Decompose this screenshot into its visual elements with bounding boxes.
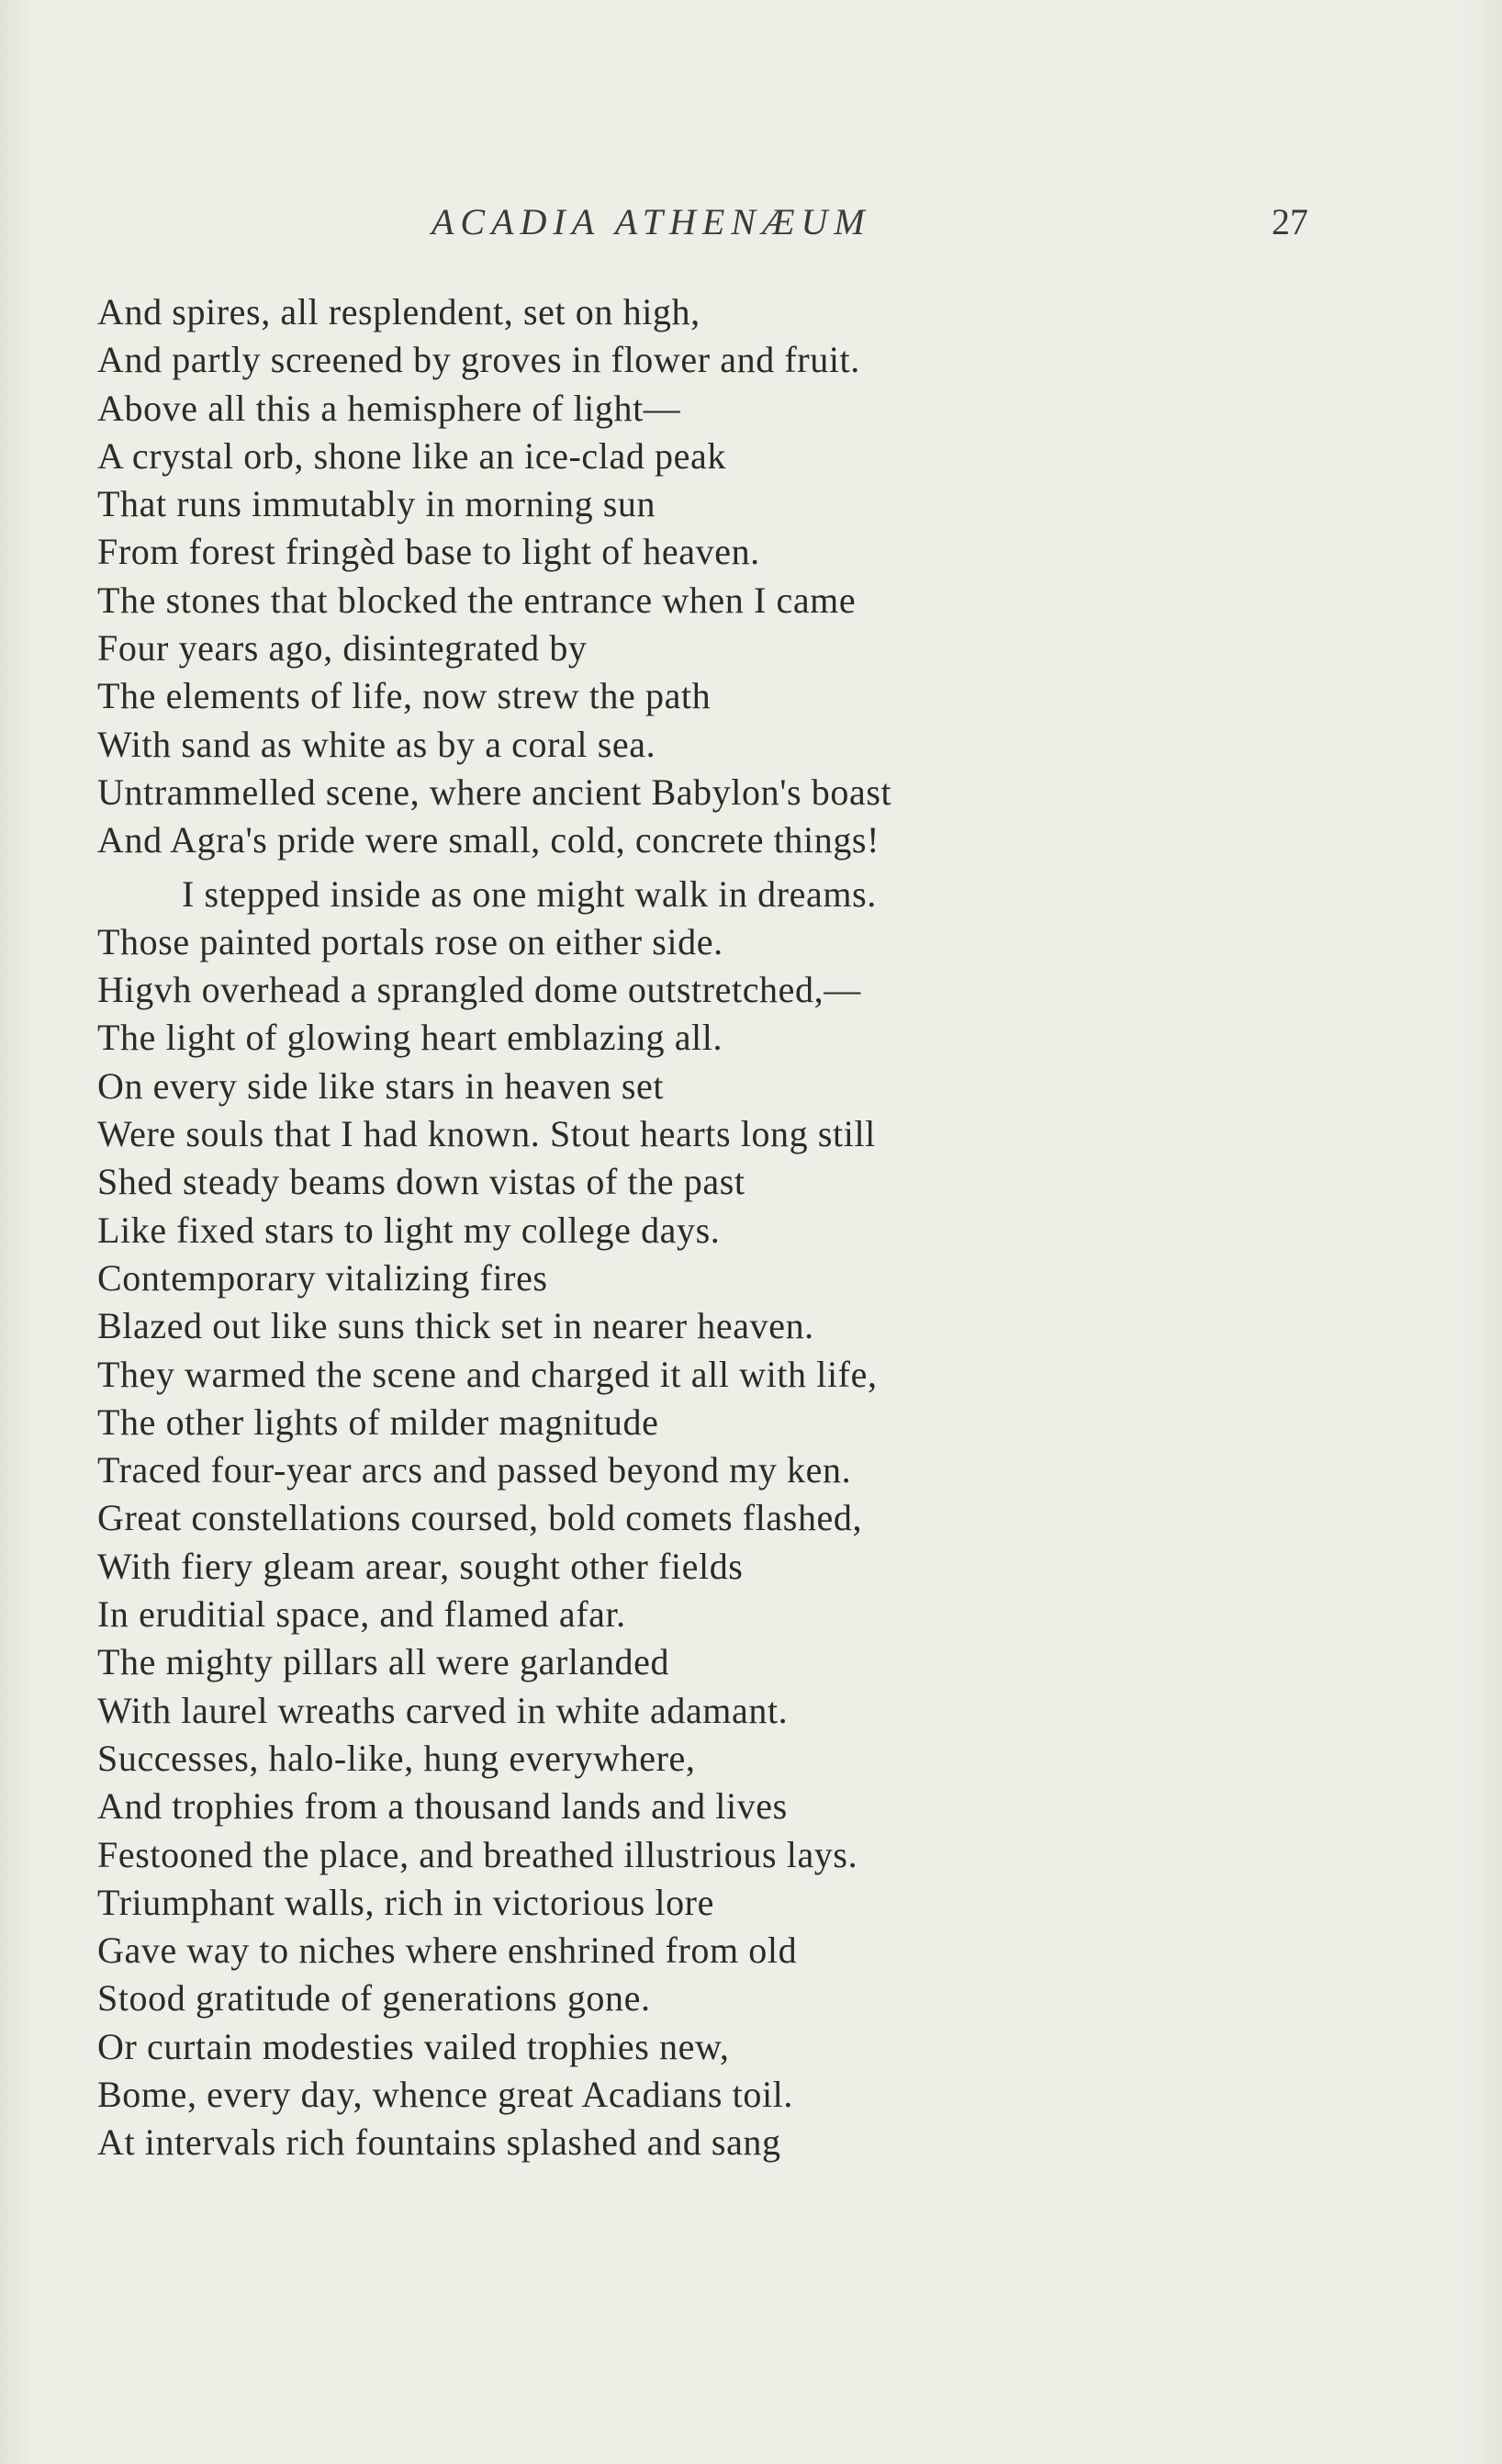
poem-line: Gave way to niches where enshrined from old bbox=[97, 1930, 798, 1972]
poem-line: They warmed the scene and charged it all with life, bbox=[97, 1353, 878, 1395]
poem-line: Great constellations coursed, bold comets flashed, bbox=[97, 1497, 863, 1539]
poem-line: I stepped inside as one might walk in dreams. bbox=[182, 872, 877, 915]
poem-line: And Agra's pride were small, cold, concrete things! bbox=[97, 819, 880, 861]
poem-line: Shed steady beams down vistas of the past bbox=[97, 1161, 745, 1203]
poem-line: And partly screened by groves in flower and fruit. bbox=[97, 339, 860, 381]
poem-line: The other lights of milder magnitude bbox=[97, 1401, 659, 1443]
poem-line: The elements of life, now strew the path bbox=[97, 675, 712, 717]
poem-line: Blazed out like suns thick set in nearer heaven. bbox=[97, 1305, 814, 1347]
poem-line: Traced four-year arcs and passed beyond my ken. bbox=[97, 1449, 852, 1491]
poem-line: Bome, every day, whence great Acadians toil. bbox=[97, 2073, 793, 2115]
poem-line: Like fixed stars to light my college days. bbox=[97, 1209, 721, 1251]
poem-line: A crystal orb, shone like an ice-clad peak bbox=[97, 434, 726, 477]
poem-line: Festooned the place, and breathed illustrious lays. bbox=[97, 1833, 858, 1875]
poem-line: Higvh overhead a sprangled dome outstretched,— bbox=[97, 969, 861, 1011]
poem-body bbox=[97, 288, 1236, 2167]
stanza-2 bbox=[97, 871, 1236, 2167]
poem-line: And trophies from a thousand lands and lives bbox=[97, 1785, 788, 1828]
poem-line: With laurel wreaths carved in white adamant. bbox=[97, 1689, 789, 1731]
poem-line: From forest fringèd base to light of heaven. bbox=[97, 531, 760, 573]
poem-line: That runs immutably in morning sun bbox=[97, 483, 656, 525]
poem-line: With fiery gleam arear, sought other fields bbox=[97, 1545, 744, 1587]
poem-line: The light of glowing heart emblazing all. bbox=[97, 1017, 723, 1059]
poem-line: Contemporary vitalizing fires bbox=[97, 1256, 548, 1299]
stanza-1 bbox=[97, 288, 1236, 865]
poem-line: Above all this a hemisphere of light— bbox=[97, 387, 681, 429]
poem-line: At intervals rich fountains splashed and sang bbox=[97, 2121, 781, 2164]
poem-line: And spires, all resplendent, set on high, bbox=[97, 291, 701, 332]
poem-line: Four years ago, disintegrated by bbox=[97, 627, 588, 669]
poem-line: The mighty pillars all were garlanded bbox=[97, 1641, 670, 1683]
poem-line: Untrammelled scene, where ancient Babylon's boast bbox=[97, 771, 892, 813]
poem-line: Those painted portals rose on either side. bbox=[97, 920, 723, 962]
poem-line: Triumphant walls, rich in victorious lore bbox=[97, 1881, 714, 1923]
page-number: 27 bbox=[1272, 201, 1308, 242]
poem-line: Successes, halo-like, hung everywhere, bbox=[97, 1737, 696, 1779]
poem-line: With sand as white as by a coral sea. bbox=[97, 723, 656, 765]
poem-line: The stones that blocked the entrance when I came bbox=[97, 579, 857, 621]
poem-line: Stood gratitude of generations gone. bbox=[97, 1977, 651, 2020]
poem-line: Or curtain modesties vailed trophies new, bbox=[97, 2025, 730, 2067]
page-header bbox=[0, 200, 1502, 252]
poem-line: Were souls that I had known. Stout hearts long still bbox=[97, 1113, 876, 1155]
running-title: ACADIA ATHENÆUM bbox=[432, 201, 871, 242]
poem-line: On every side like stars in heaven set bbox=[97, 1064, 665, 1107]
poem-line: In eruditial space, and flamed afar. bbox=[97, 1593, 626, 1636]
